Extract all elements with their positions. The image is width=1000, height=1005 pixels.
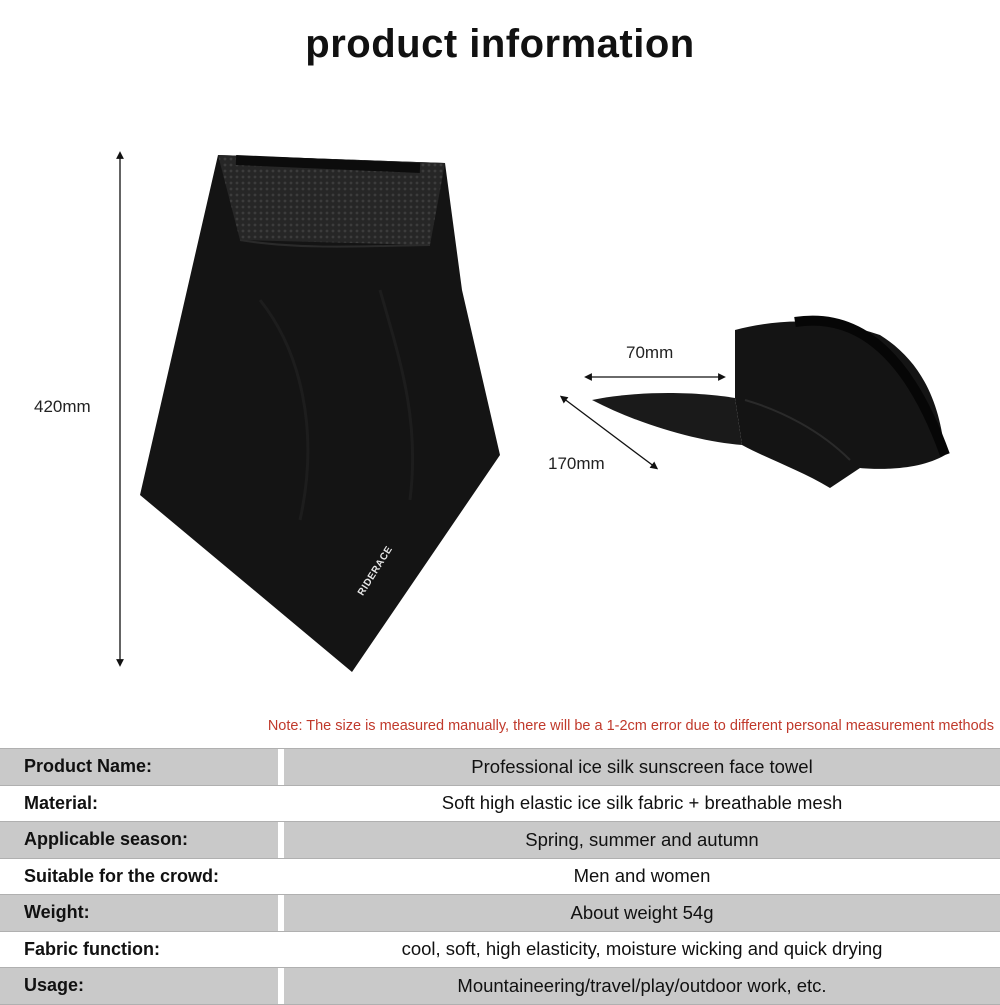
brim-width-label: 70mm <box>626 343 674 362</box>
spec-label: Product Name: <box>0 749 278 785</box>
page-title: product information <box>305 22 695 66</box>
spec-row-fabric-function <box>0 932 1000 968</box>
spec-value: Mountaineering/travel/play/outdoor work, etc. <box>284 968 1000 1004</box>
brand-logo-print: RIDERACE <box>356 544 396 598</box>
spec-value: Professional ice silk sunscreen face towel <box>284 749 1000 785</box>
spec-value: Men and women <box>573 865 711 887</box>
spec-table <box>0 748 1000 1005</box>
brim-length-label: 170mm <box>548 454 605 473</box>
spec-label: Applicable season: <box>0 822 278 858</box>
spec-label: Usage: <box>0 968 278 1004</box>
spec-label: Material: <box>24 792 99 813</box>
spec-value: cool, soft, high elasticity, moisture wicking and quick drying <box>401 938 883 960</box>
spec-value: Spring, summer and autumn <box>284 822 1000 858</box>
spec-row-season <box>0 821 1000 859</box>
spec-row-material <box>0 786 1000 822</box>
height-dimension-label: 420mm <box>34 397 91 416</box>
spec-row-usage <box>0 967 1000 1005</box>
spec-row-crowd <box>0 859 1000 895</box>
spec-value: Soft high elastic ice silk fabric + breathable mesh <box>441 792 843 814</box>
spec-label: Suitable for the crowd: <box>24 865 220 886</box>
measurement-note: Note: The size is measured manually, there will be a 1-2cm error due to different personal measurement methods <box>267 718 994 734</box>
spec-label: Weight: <box>0 895 278 931</box>
spec-value: About weight 54g <box>284 895 1000 931</box>
spec-row-product-name <box>0 748 1000 786</box>
spec-label: Fabric function: <box>24 938 160 959</box>
spec-row-weight <box>0 894 1000 932</box>
face-towel-shape <box>140 155 500 672</box>
